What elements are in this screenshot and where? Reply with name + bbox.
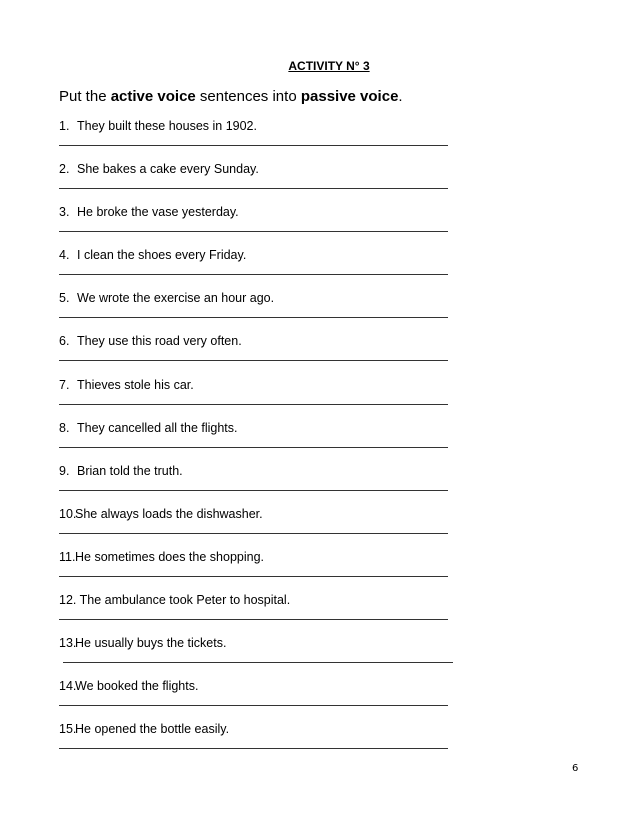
exercise-number: 3. [59,205,70,220]
exercise-item-7 [59,378,459,421]
instructions-middle: sentences into [195,88,301,105]
exercise-item-11 [59,550,459,593]
exercise-text: They built these houses in 1902. [77,119,257,133]
exercise-sentence [59,162,459,177]
exercise-sentence [59,421,459,436]
exercise-item-9 [59,464,459,507]
exercise-number: 5. [59,291,70,306]
activity-title: ACTIVITY N° 3 [288,59,370,73]
exercise-text: I clean the shoes every Friday. [77,248,247,263]
instructions-active-voice: active voice [110,88,196,105]
exercise-number: 9. [59,463,70,478]
exercise-item-8 [59,421,459,464]
exercise-sentence [59,378,459,393]
exercise-item-12 [59,593,459,636]
exercise-number: 13. [59,636,77,651]
exercise-sentence [59,464,459,479]
exercise-sentence [59,334,459,349]
exercise-sentence [59,679,459,694]
exercise-number: 12. [59,593,77,608]
exercise-text: Brian told the truth. [77,463,183,478]
exercise-list [59,119,459,765]
exercise-text: He opened the bottle easily. [75,722,230,737]
instructions-prefix: Put the [59,88,111,105]
exercise-sentence [59,248,459,263]
exercise-text: They cancelled all the flights. [77,420,238,435]
answer-line[interactable] [59,447,448,448]
exercise-item-13 [59,636,459,679]
exercise-text: He sometimes does the shopping. [75,549,264,564]
answer-line[interactable] [59,576,448,577]
answer-line[interactable] [59,404,448,405]
exercise-number: 4. [59,248,70,263]
answer-line[interactable] [59,145,448,146]
answer-line[interactable] [59,533,448,534]
exercise-number: 14. [59,679,77,694]
exercise-text: We wrote the exercise an hour ago. [77,291,275,306]
exercise-sentence [59,205,459,220]
answer-line[interactable] [59,705,448,706]
exercise-text: They use this road very often. [77,334,242,349]
exercise-sentence [59,593,459,608]
exercise-item-5 [59,291,459,334]
exercise-text: He usually buys the tickets. [75,636,227,651]
exercise-text: She bakes a cake every Sunday. [77,162,259,177]
exercise-text: He broke the vase yesterday. [77,205,239,220]
exercise-text: She always loads the dishwasher. [75,506,263,521]
exercise-sentence [59,507,459,522]
exercise-number: 11. [59,549,76,564]
exercise-number: 15. [59,722,77,737]
exercise-item-2 [59,162,459,205]
exercise-sentence [59,722,459,737]
answer-line[interactable] [59,274,448,275]
exercise-item-4 [59,248,459,291]
exercise-text: The ambulance took Peter to hospital. [79,593,291,608]
exercise-item-10 [59,507,459,550]
page-number: 6 [572,763,579,774]
exercise-number: 10. [59,506,77,521]
exercise-sentence [59,550,459,565]
instructions [59,88,403,105]
answer-line[interactable] [63,662,453,663]
answer-line[interactable] [59,360,448,361]
exercise-number: 6. [59,334,70,349]
exercise-item-14 [59,679,459,722]
exercise-text: Thieves stole his car. [77,377,194,392]
exercise-number: 1. [59,119,70,133]
instructions-passive-voice: passive voice [300,88,399,105]
answer-line[interactable] [59,619,448,620]
exercise-text: We booked the flights. [75,679,199,694]
exercise-sentence [59,119,459,134]
exercise-number: 8. [59,420,70,435]
exercise-item-3 [59,205,459,248]
exercise-item-6 [59,334,459,377]
answer-line[interactable] [59,231,448,232]
answer-line[interactable] [59,490,448,491]
exercise-number: 2. [59,162,70,177]
answer-line[interactable] [59,748,448,749]
exercise-number: 7. [59,377,70,392]
exercise-sentence [59,291,459,306]
exercise-item-1 [59,119,459,162]
exercise-sentence [59,636,459,651]
instructions-suffix: . [398,88,403,105]
exercise-item-15 [59,722,459,765]
answer-line[interactable] [59,188,448,189]
answer-line[interactable] [59,317,448,318]
